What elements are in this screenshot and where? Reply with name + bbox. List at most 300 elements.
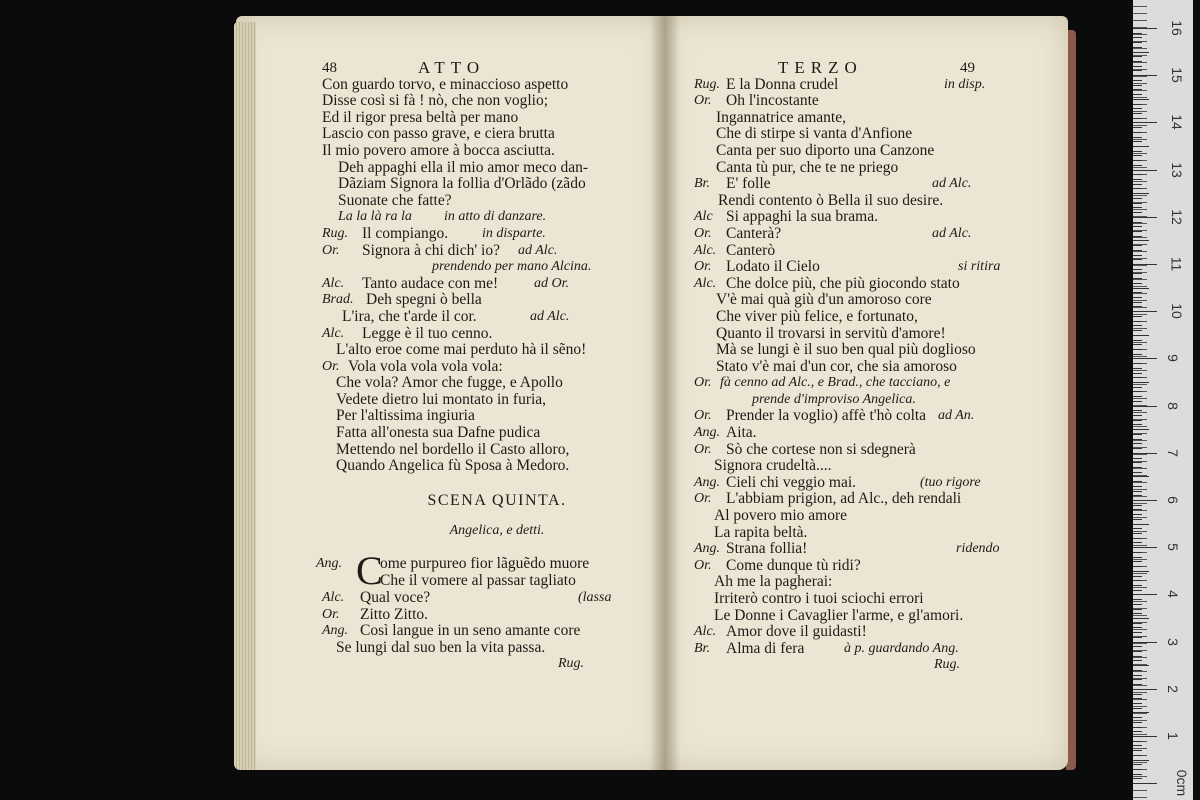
dialogue-line xyxy=(322,226,652,243)
dialogue-text: Cieli chi veggio mai. xyxy=(726,473,857,491)
ruler-minor-tick xyxy=(1133,571,1149,572)
ruler-minor-tick xyxy=(1133,70,1142,71)
ruler-label: 14 xyxy=(1168,114,1185,131)
ruler-minor-tick xyxy=(1133,590,1142,591)
verse-line: Dãziam Signora la follia d'Orlãdo (zãdo xyxy=(338,175,586,193)
speaker-label: Or. xyxy=(694,408,712,424)
ruler-minor-tick xyxy=(1133,618,1149,619)
ruler-minor-tick xyxy=(1133,632,1142,633)
stage-note: prendendo per mano Alcina. xyxy=(432,259,592,275)
verse-line: Fatta all'onesta sua Dafne pudica xyxy=(336,424,541,442)
ruler-minor-tick xyxy=(1133,585,1142,586)
verse-line: Deh appaghi ella il mio amor meco dan- xyxy=(338,158,589,176)
ruler-minor-tick xyxy=(1133,330,1142,331)
left-dialogue-block-2 xyxy=(322,590,652,656)
dialogue-text: Quanto il trovarsi in servitù d'amore! xyxy=(716,324,946,342)
ruler-tick xyxy=(1133,28,1157,29)
speaker-label: Ang. xyxy=(694,474,721,490)
ruler-minor-tick xyxy=(1133,528,1142,529)
speaker-label: Ang. xyxy=(694,425,721,441)
dialogue-text: Tanto audace con me! xyxy=(362,274,499,292)
dialogue-text: Deh spegni ò bella xyxy=(366,291,482,309)
ruler-minor-tick xyxy=(1133,231,1142,232)
ruler-minor-tick xyxy=(1133,37,1142,38)
ruler-minor-tick xyxy=(1133,160,1142,161)
ruler-minor-tick xyxy=(1133,155,1142,156)
ruler-minor-tick xyxy=(1133,708,1142,709)
stage-note: in disp. xyxy=(944,76,986,92)
dialogue-line xyxy=(694,243,1034,260)
speaker-label: Rug. xyxy=(322,225,349,241)
speaker-label: Or. xyxy=(322,606,340,622)
ruler-tick xyxy=(1133,170,1157,171)
dialogue-text: E la Donna crudel xyxy=(726,75,839,93)
ruler-minor-tick xyxy=(1133,259,1142,260)
speaker-label: Alc. xyxy=(694,624,717,640)
dialogue-text: Lodato il Cielo xyxy=(726,258,820,276)
ruler-minor-tick xyxy=(1133,660,1142,661)
dialogue-text: Come dunque tù ridi? xyxy=(726,556,861,574)
verse-line: Mettendo nel bordello il Casto alloro, xyxy=(336,440,570,458)
ruler-tick xyxy=(1133,311,1157,312)
ruler-minor-tick xyxy=(1133,651,1142,652)
left-page-text xyxy=(316,58,652,673)
dialogue-text: Così langue in un seno amante core xyxy=(360,622,581,640)
ruler-minor-tick xyxy=(1133,505,1142,506)
ruler-label: 8 xyxy=(1164,401,1181,410)
ruler-minor-tick xyxy=(1133,467,1142,468)
dialogue-line xyxy=(694,126,1034,143)
ruler-minor-tick xyxy=(1133,137,1142,138)
right-catchword: Rug. xyxy=(934,657,961,673)
left-dialogue-block xyxy=(322,209,652,342)
dialogue-line xyxy=(322,326,652,343)
ruler-minor-tick xyxy=(1133,731,1142,732)
ruler-minor-tick xyxy=(1133,316,1142,317)
speaker-label: Ang. xyxy=(322,623,349,639)
ruler-tick xyxy=(1133,217,1157,218)
speaker-label: Or. xyxy=(694,557,712,573)
right-catchword-line xyxy=(694,657,1034,674)
dialogue-line xyxy=(322,590,652,607)
dialogue-line xyxy=(694,359,1034,376)
dialogue-text: Irriterò contro i tuoi sciochi errori xyxy=(714,590,924,607)
dialogue-text: Le Donne i Cavaglier l'arme, e gl'amori. xyxy=(714,606,964,624)
ruler-minor-tick xyxy=(1133,377,1142,378)
dialogue-line xyxy=(694,641,1034,658)
dialogue-line xyxy=(694,259,1034,276)
ruler-label: 2 xyxy=(1164,684,1181,693)
speaker-label: Rug. xyxy=(694,76,721,92)
ruler-minor-tick xyxy=(1133,514,1142,515)
verse-line: Lascio con passo grave, e ciera brutta xyxy=(322,125,555,143)
ruler-tick xyxy=(1133,547,1157,548)
ruler-minor-tick xyxy=(1133,283,1142,284)
ruler-label: 11 xyxy=(1168,256,1185,272)
verse-line: Il mio povero amore à bocca asciutta. xyxy=(322,141,555,159)
verse-line: Disse così si fà ! nò, che non voglio; xyxy=(322,92,549,110)
ruler-minor-tick xyxy=(1133,750,1142,751)
dialogue-line xyxy=(694,608,1034,625)
angelica-opening: Ang. C ome purpureo fior lãguẽdo muore Che il vomere al passar tagliato xyxy=(316,548,590,594)
ruler-minor-tick xyxy=(1133,429,1149,430)
ruler-minor-tick xyxy=(1133,675,1142,676)
ruler-label: 12 xyxy=(1168,209,1185,225)
ruler-minor-tick xyxy=(1133,80,1142,81)
left-verse-block xyxy=(322,77,652,210)
ruler-minor-tick xyxy=(1133,745,1142,746)
ruler-minor-tick xyxy=(1133,420,1142,421)
ruler-tick xyxy=(1133,736,1157,737)
ruler-minor-tick xyxy=(1133,250,1142,251)
stage-note: (tuo rigore xyxy=(920,474,981,490)
ruler-minor-tick xyxy=(1133,127,1142,128)
verse-line: Quando Angelica fù Sposa à Medoro. xyxy=(336,457,570,475)
right-page-number: 49 xyxy=(960,60,975,76)
dialogue-text: Che viver più felice, e fortunato, xyxy=(716,307,918,325)
ruler-minor-tick xyxy=(1133,519,1142,520)
ruler-minor-tick xyxy=(1133,491,1142,492)
ruler-minor-tick xyxy=(1133,561,1142,562)
dialogue-line xyxy=(694,624,1034,641)
dialogue-text: Che di stirpe si vanta d'Anfione xyxy=(716,125,913,143)
left-catchword: Rug. xyxy=(558,656,585,672)
dialogue-line xyxy=(694,193,1034,210)
dialogue-text: Amor dove il guidasti! xyxy=(726,623,867,641)
ruler-minor-tick xyxy=(1133,755,1142,756)
ruler-minor-tick xyxy=(1133,609,1142,610)
stage-note: in disparte. xyxy=(482,225,546,241)
dialogue-text: L'ira, che t'arde il cor. xyxy=(342,307,477,325)
ruler-minor-tick xyxy=(1133,302,1142,303)
ruler-minor-tick xyxy=(1133,118,1142,119)
speaker-label: Alc. xyxy=(322,590,345,606)
ruler-minor-tick xyxy=(1133,113,1142,114)
dialogue-line xyxy=(694,425,1034,442)
ruler-minor-tick xyxy=(1133,174,1142,175)
dialogue-line xyxy=(322,623,652,640)
ruler-minor-tick xyxy=(1133,94,1142,95)
dialogue-line xyxy=(694,209,1034,226)
ruler-tick xyxy=(1133,783,1157,784)
ruler-minor-tick xyxy=(1133,424,1142,425)
ruler-minor-tick xyxy=(1133,727,1142,728)
ruler-label: 0cm xyxy=(1174,769,1191,797)
ruler-minor-tick xyxy=(1133,179,1142,180)
dialogue-text: E' folle xyxy=(726,175,771,193)
ruler-minor-tick xyxy=(1133,472,1142,473)
speaker-label: Or. xyxy=(694,259,712,275)
ruler-tick xyxy=(1133,500,1157,501)
dialogue-line xyxy=(694,591,1034,608)
ruler-minor-tick xyxy=(1133,61,1142,62)
ruler-minor-tick xyxy=(1133,325,1142,326)
ruler-tick xyxy=(1133,594,1157,595)
dialogue-text: Sò che cortese non si sdegnerà xyxy=(726,440,916,458)
stage-note: si ritira xyxy=(958,259,1001,275)
stage-note: ad Alc. xyxy=(518,242,558,258)
dialogue-text: La rapita beltà. xyxy=(714,523,808,541)
speaker-label: Alc. xyxy=(694,242,717,258)
ruler-minor-tick xyxy=(1133,165,1142,166)
ruler-minor-tick xyxy=(1133,760,1149,761)
ruler-minor-tick xyxy=(1133,533,1142,534)
ruler-minor-tick xyxy=(1133,623,1142,624)
dialogue-line xyxy=(694,110,1034,127)
ruler-minor-tick xyxy=(1133,368,1142,369)
ruler-minor-tick xyxy=(1133,340,1142,341)
ruler-minor-tick xyxy=(1133,599,1142,600)
dialogue-line xyxy=(322,259,652,276)
dialogue-line xyxy=(322,640,652,657)
scene-cast: Angelica, e detti. xyxy=(449,523,545,539)
stage-note: (lassa xyxy=(578,590,612,606)
speaker-label: Br. xyxy=(694,176,710,192)
ruler-minor-tick xyxy=(1133,222,1142,223)
speaker-label: Alc. xyxy=(322,275,345,291)
right-dialogue-block-2 xyxy=(694,408,1034,657)
ruler-tick xyxy=(1133,358,1157,359)
ruler-minor-tick xyxy=(1133,396,1142,397)
ruler-tick xyxy=(1133,453,1157,454)
dialogue-text: Canterò xyxy=(726,241,776,259)
ruler-minor-tick xyxy=(1133,207,1142,208)
ruler-minor-tick xyxy=(1133,656,1142,657)
stage-note: ad Alc. xyxy=(932,225,972,241)
ruler-minor-tick xyxy=(1133,486,1142,487)
ruler-minor-tick xyxy=(1133,604,1142,605)
ruler-minor-tick xyxy=(1133,292,1142,293)
ruler-minor-tick xyxy=(1133,387,1142,388)
right-header xyxy=(694,60,1034,77)
ruler-minor-tick xyxy=(1133,443,1142,444)
dialogue-text: Alma di fera xyxy=(726,639,805,657)
ruler-minor-tick xyxy=(1133,52,1149,53)
dialogue-line xyxy=(322,209,652,226)
dialogue-line xyxy=(694,93,1034,110)
ruler-minor-tick xyxy=(1133,382,1149,383)
verse-line: Con guardo torvo, e minaccioso aspetto xyxy=(322,75,569,93)
dialogue-text: Rendi contento ò Bella il suo desire. xyxy=(718,191,944,209)
ruler-minor-tick xyxy=(1133,476,1149,477)
stage-note: ad Alc. xyxy=(530,308,570,324)
verse-line: Suonate che fatte? xyxy=(338,191,452,209)
ruler-minor-tick xyxy=(1133,439,1142,440)
ruler-tick xyxy=(1133,406,1157,407)
drop-cap: C xyxy=(356,548,383,594)
ruler-minor-tick xyxy=(1133,56,1142,57)
ruler-minor-tick xyxy=(1133,297,1142,298)
ruler-minor-tick xyxy=(1133,665,1149,666)
ruler-minor-tick xyxy=(1133,717,1142,718)
ruler-minor-tick xyxy=(1133,434,1142,435)
ruler-minor-tick xyxy=(1133,335,1149,336)
left-catchword-line xyxy=(322,656,652,673)
verse-line: Per l'altissima ingiuria xyxy=(336,407,475,425)
ruler-minor-tick xyxy=(1133,646,1142,647)
dialogue-line xyxy=(694,541,1034,558)
ruler-minor-tick xyxy=(1133,89,1142,90)
dialogue-line xyxy=(694,160,1034,177)
dialogue-text: L'abbiam prigion, ad Alc., deh rendali xyxy=(726,490,962,508)
ruler-tick xyxy=(1133,642,1157,643)
verse-line: Che vola? Amor che fugge, e Apollo xyxy=(336,374,563,392)
dialogue-line xyxy=(322,243,652,260)
dialogue-text: Ah me la pagherai: xyxy=(714,573,833,591)
open-book xyxy=(236,16,1068,778)
left-page-number: 48 xyxy=(322,60,337,76)
ruler-minor-tick xyxy=(1133,684,1142,685)
ruler-minor-tick xyxy=(1133,670,1142,671)
ruler-minor-tick xyxy=(1133,774,1142,775)
ruler-minor-tick xyxy=(1133,722,1142,723)
dialogue-text: Al povero mio amore xyxy=(714,507,848,525)
ruler-minor-tick xyxy=(1133,764,1142,765)
ruler-minor-tick xyxy=(1133,524,1149,525)
ruler-minor-tick xyxy=(1133,278,1142,279)
book-gutter xyxy=(650,16,680,770)
ruler-label: 5 xyxy=(1164,543,1181,552)
speaker-label: Or. xyxy=(694,93,712,109)
dialogue-text: La la là ra la xyxy=(338,209,412,225)
dialogue-text: Ingannatrice amante, xyxy=(716,108,846,126)
dialogue-text: Aita. xyxy=(726,424,757,442)
dialogue-text: Signora crudeltà.... xyxy=(714,457,832,475)
ruler-minor-tick xyxy=(1133,108,1142,109)
verse-line: Ed il rigor presa beltà per mano xyxy=(322,108,519,126)
ruler-label: 10 xyxy=(1168,303,1185,319)
speaker-label: Br. xyxy=(694,640,710,656)
ruler-label: 4 xyxy=(1164,590,1181,599)
speaker-label: Or. xyxy=(694,441,712,457)
speaker-label: Or. xyxy=(694,491,712,507)
dialogue-line xyxy=(694,292,1034,309)
speaker-label: Alc. xyxy=(694,275,717,291)
speaker-label: Brad. xyxy=(322,292,354,308)
ruler-label: 7 xyxy=(1164,448,1181,457)
ruler-minor-tick xyxy=(1133,132,1142,133)
dialogue-line xyxy=(322,309,652,326)
dialogue-text: Oh l'incostante xyxy=(726,92,819,110)
ruler-minor-tick xyxy=(1133,146,1149,147)
dialogue-text: Stato v'è mai d'un cor, che sia amoroso xyxy=(716,357,957,375)
ruler-minor-tick xyxy=(1133,481,1142,482)
ruler-minor-tick xyxy=(1133,509,1142,510)
dialogue-text: Qual voce? xyxy=(360,589,431,607)
dialogue-line xyxy=(694,558,1034,575)
ruler-minor-tick xyxy=(1133,576,1142,577)
ruler-minor-tick xyxy=(1133,769,1142,770)
ruler-minor-tick xyxy=(1133,391,1142,392)
dialogue-text: Si appaghi la sua brama. xyxy=(726,208,878,226)
dialogue-text: Canta per suo diporto una Canzone xyxy=(716,141,935,159)
ruler-minor-tick xyxy=(1133,66,1142,67)
ruler-minor-tick xyxy=(1133,373,1142,374)
ruler-minor-tick xyxy=(1133,566,1142,567)
ruler-tick xyxy=(1133,75,1157,76)
ruler-minor-tick xyxy=(1133,495,1142,496)
ruler-label: 3 xyxy=(1164,637,1181,646)
ruler-minor-tick xyxy=(1133,401,1142,402)
ruler-label: 1 xyxy=(1164,732,1181,740)
ruler-minor-tick xyxy=(1133,410,1142,411)
ruler-minor-tick xyxy=(1133,104,1142,105)
stage-note: ridendo xyxy=(956,541,1000,557)
speaker-label: Alc. xyxy=(322,325,345,341)
dialogue-line xyxy=(322,276,652,293)
ruler-minor-tick xyxy=(1133,288,1149,289)
ruler-minor-tick xyxy=(1133,557,1142,558)
left-line-alto: L'alto eroe come mai perduto hà il sẽno! xyxy=(336,341,587,359)
dialogue-line xyxy=(694,77,1034,94)
dialogue-line xyxy=(694,226,1034,243)
dialogue-line xyxy=(694,458,1034,475)
speaker-label: Alc xyxy=(694,209,713,225)
ruler-minor-tick xyxy=(1133,542,1142,543)
ruler-label: 16 xyxy=(1168,20,1185,36)
dialogue-line xyxy=(694,176,1034,193)
dialogue-text: Il compiango. xyxy=(362,224,449,242)
ruler-minor-tick xyxy=(1133,151,1142,152)
dialogue-line xyxy=(694,574,1034,591)
ruler-minor-tick xyxy=(1133,269,1142,270)
dialogue-text: Canta tù pur, che te ne priego xyxy=(716,158,899,176)
ruler-minor-tick xyxy=(1133,694,1142,695)
ruler-minor-tick xyxy=(1133,698,1142,699)
ruler-minor-tick xyxy=(1133,203,1142,204)
ruler-tick xyxy=(1133,122,1157,123)
dialogue-text: Canterà? xyxy=(726,224,782,242)
ruler-minor-tick xyxy=(1133,33,1142,34)
dialogue-text: Zitto Zitto. xyxy=(360,605,429,623)
scene-title: SCENA QUINTA. xyxy=(427,491,567,509)
stage-note: ad An. xyxy=(938,408,975,424)
ruler-minor-tick xyxy=(1133,193,1149,194)
dialogue-line xyxy=(694,276,1034,293)
ruler-minor-tick xyxy=(1133,637,1142,638)
dialogue-line xyxy=(694,525,1034,542)
dialogue-line xyxy=(322,607,652,624)
dialogue-line xyxy=(694,326,1034,343)
stage-note: ad Or. xyxy=(534,275,570,291)
measurement-ruler xyxy=(1133,0,1193,800)
ruler-minor-tick xyxy=(1133,240,1149,241)
ruler-minor-tick xyxy=(1133,47,1142,48)
stage-note: ad Alc. xyxy=(932,176,972,192)
left-verse-block-2 xyxy=(322,375,652,475)
ruler-minor-tick xyxy=(1133,703,1142,704)
ruler-tick xyxy=(1133,264,1157,265)
ruler-minor-tick xyxy=(1133,198,1142,199)
ruler-minor-tick xyxy=(1133,236,1142,237)
dialogue-text: Prender la voglio) affè t'hò colta xyxy=(726,407,927,425)
ruler-minor-tick xyxy=(1133,679,1142,680)
verse-line: Vedete dietro lui montato in furia, xyxy=(336,390,547,408)
dialogue-text: Mà se lungi è il suo ben qual più doglioso xyxy=(716,341,976,359)
page-edges xyxy=(234,22,256,770)
ruler-minor-tick xyxy=(1133,349,1142,350)
ruler-minor-tick xyxy=(1133,538,1142,539)
dialogue-line xyxy=(694,143,1034,160)
ruler-minor-tick xyxy=(1133,613,1142,614)
ruler-minor-tick xyxy=(1133,580,1142,581)
ruler-minor-tick xyxy=(1133,627,1142,628)
speaker-label: Ang. xyxy=(694,541,721,557)
left-line-vola: Or. Vola vola vola vola vola: xyxy=(322,357,503,375)
right-dialogue-block xyxy=(694,77,1034,376)
ruler-minor-tick xyxy=(1133,188,1142,189)
ruler-minor-tick xyxy=(1133,712,1149,713)
